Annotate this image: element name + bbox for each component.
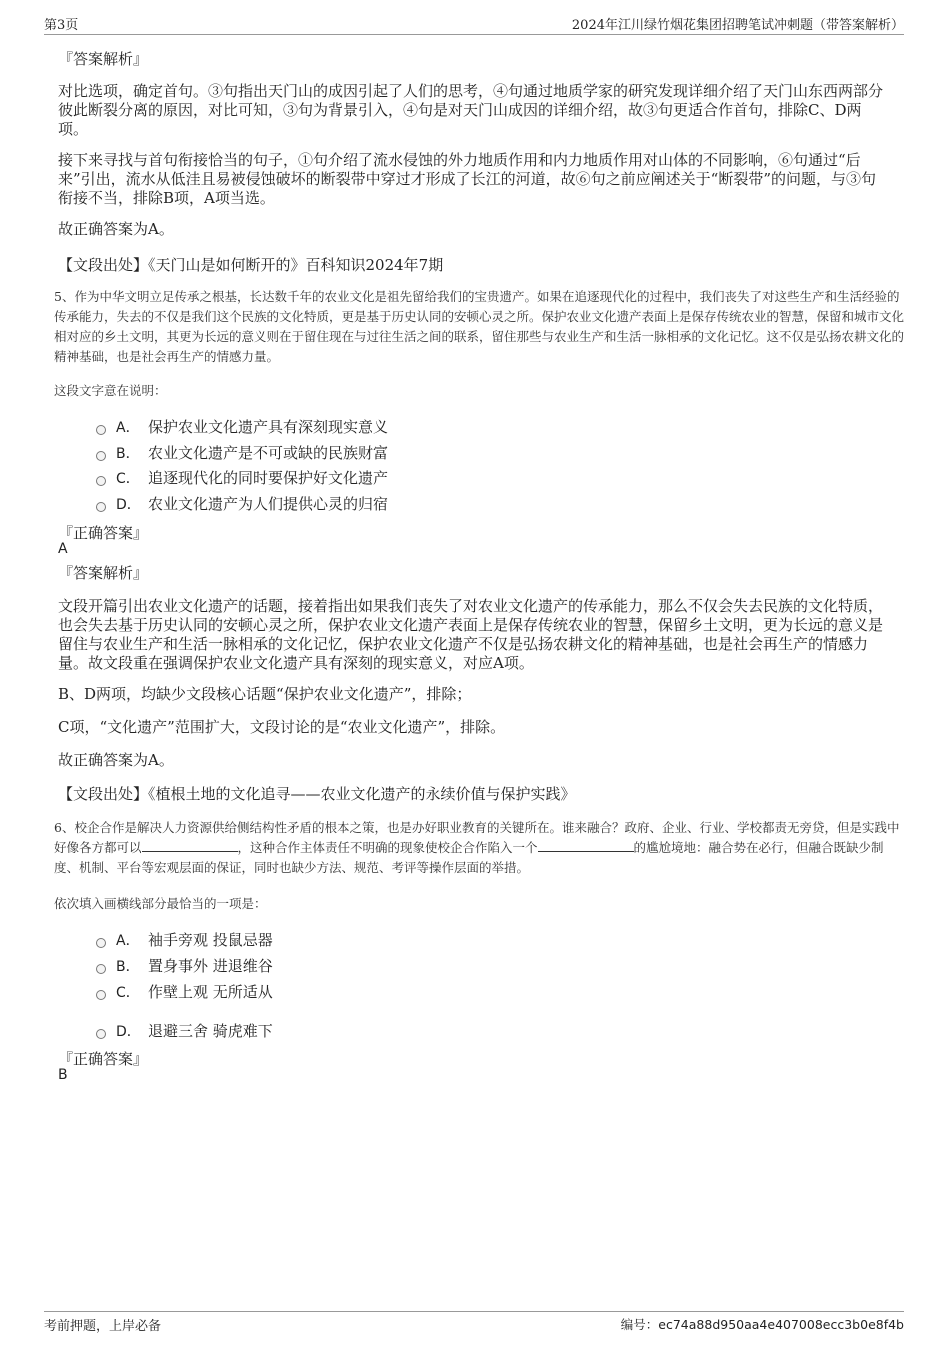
option-text: 退避三舍 骑虎难下 <box>148 1022 273 1040</box>
fill-blank-2 <box>538 839 634 852</box>
option-letter: B． <box>116 958 140 975</box>
footer-slogan: 考前押题，上岸必备 <box>44 1319 162 1334</box>
q4-conclusion: 故正确答案为A。 <box>58 220 174 238</box>
q6-text-part3: 的尴尬境地：融合势在必行，但融合既缺少制度、机制、平台等宏观层面的保证，同时也缺少方法、规范、考评等操作层面的举措。 <box>54 840 884 875</box>
q4-analysis-p2: 接下来寻找与首句衔接恰当的句子，①句介绍了流水侵蚀的外力地质作用和内力地质作用对山体的不同影响，⑥句通过“后来”引出，流水从低洼且易被侵蚀破坏的断裂带中穿过才形成了长江的河道，故⑥句之前应阐述关于“断裂带”的问题，与③句衔接不当，排除B项，A项当选。 <box>58 151 877 207</box>
q5-option-b[interactable] <box>96 442 388 463</box>
page-footer <box>44 1311 904 1334</box>
code-value: ec74a88d950aa4e407008ecc3b0e8f4b <box>658 1317 904 1332</box>
q5-correct-label: 『正确答案』 <box>58 524 149 542</box>
q6-option-b[interactable] <box>96 955 273 976</box>
radio-icon[interactable] <box>96 964 106 974</box>
q5-option-a[interactable] <box>96 416 388 437</box>
page-number: 第3页 <box>44 18 79 33</box>
q5-option-d[interactable] <box>96 493 388 514</box>
option-letter: A． <box>116 419 140 436</box>
q5-analysis-label: 『答案解析』 <box>58 564 149 582</box>
radio-icon[interactable] <box>96 451 106 461</box>
option-text: 追逐现代化的同时要保护好文化遗产 <box>148 469 389 487</box>
option-text: 保护农业文化遗产具有深刻现实意义 <box>148 418 389 436</box>
option-text: 农业文化遗产是不可或缺的民族财富 <box>148 444 389 462</box>
q6-text-part1: 6、校企合作是解决人力资源供给侧结构性矛盾的根本之策，也是办好职业教育的关键所在。谁来融合？政府、企业、行业、学校都责无旁贷，但是实践中好像各方都可以 <box>54 820 900 855</box>
fill-blank-1 <box>142 839 238 852</box>
q6-question-text <box>54 818 904 878</box>
q5-prompt: 这段文字意在说明： <box>54 383 167 398</box>
option-letter: D． <box>116 1023 141 1040</box>
q6-prompt: 依次填入画横线部分最恰当的一项是： <box>54 896 267 911</box>
radio-icon[interactable] <box>96 938 106 948</box>
option-text: 置身事外 进退维谷 <box>148 957 273 975</box>
radio-icon[interactable] <box>96 425 106 435</box>
option-letter: A． <box>116 932 140 949</box>
q5-source: 【文段出处】《植根土地的文化追寻——农业文化遗产的永续价值与保护实践》 <box>58 785 576 803</box>
option-text: 作壁上观 无所适从 <box>148 983 273 1001</box>
q5-option-c[interactable] <box>96 467 388 488</box>
q6-correct-answer: B <box>58 1067 68 1083</box>
radio-icon[interactable] <box>96 502 106 512</box>
q6-option-d[interactable] <box>96 1020 273 1041</box>
q5-analysis-p3: C项，“文化遗产”范围扩大，文段讨论的是“农业文化遗产”，排除。 <box>58 718 506 736</box>
q5-conclusion: 故正确答案为A。 <box>58 751 174 769</box>
q4-source: 【文段出处】《天门山是如何断开的》百科知识2024年7期 <box>58 256 444 274</box>
q6-option-c[interactable] <box>96 981 273 1002</box>
q6-text-part2: ，这种合作主体责任不明确的现象使校企合作陷入一个 <box>237 840 538 855</box>
radio-icon[interactable] <box>96 1029 106 1039</box>
q4-analysis-p1: 对比选项，确定首句。③句指出天门山的成因引起了人们的思考，④句通过地质学家的研究发现详细介绍了天门山东西两部分彼此断裂分离的原因，对比可知，③句为背景引入，④句是对天门山成因的详细介绍，故③句更适合作首句，排除C、D两项。 <box>58 82 884 138</box>
option-letter: C． <box>116 984 140 1001</box>
document-title: 2024年江川绿竹烟花集团招聘笔试冲刺题（带答案解析） <box>571 18 904 33</box>
option-letter: B． <box>116 445 140 462</box>
radio-icon[interactable] <box>96 476 106 486</box>
q5-correct-answer: A <box>58 541 68 557</box>
option-text: 农业文化遗产为人们提供心灵的归宿 <box>148 495 389 513</box>
document-code <box>621 1315 904 1333</box>
q5-analysis-p2: B、D两项，均缺少文段核心话题“保护农业文化遗产”，排除； <box>58 685 472 703</box>
q5-question-text: 5、作为中华文明立足传承之根基，长达数千年的农业文化是祖先留给我们的宝贵遗产。如果在追逐现代化的过程中，我们丧失了对这些生产和生活经验的传承能力，失去的不仅是我们这个民族的文化特质，更是基于历史认同的安顿心灵之所。保护农业文化遗产表面上是保存传统农业的智慧，保留和城市文化相对应的乡土文明，其更为长远的意义则在于留住现在与过往生活之间的联系，留住那些与农业生产和生活一脉相承的文化记忆。这不仅是弘扬农耕文化的精神基础，也是社会再生产的情感力量。 <box>54 289 905 364</box>
option-text: 袖手旁观 投鼠忌器 <box>148 931 273 949</box>
page-header <box>44 14 904 35</box>
radio-icon[interactable] <box>96 990 106 1000</box>
option-letter: D． <box>116 496 141 513</box>
q6-option-a[interactable] <box>96 929 273 950</box>
q5-analysis-p1: 文段开篇引出农业文化遗产的话题，接着指出如果我们丧失了对农业文化遗产的传承能力，那么不仅会失去民族的文化特质，也会失去基于历史认同的安顿心灵之所，保护农业文化遗产表面上是保存传统农业的智慧，保留乡土文明，更为长远的意义是留住与农业生产和生活一脉相承的文化记忆，保护农业文化遗产不仅是弘扬农耕文化的精神基础，也是社会再生产的情感力量。故文段重在强调保护农业文化遗产具有深刻的现实意义，对应A项。 <box>58 597 884 672</box>
q6-correct-label: 『正确答案』 <box>58 1050 149 1068</box>
q4-analysis-label: 『答案解析』 <box>58 50 149 68</box>
code-label: 编号： <box>620 1317 659 1332</box>
option-letter: C． <box>116 470 140 487</box>
